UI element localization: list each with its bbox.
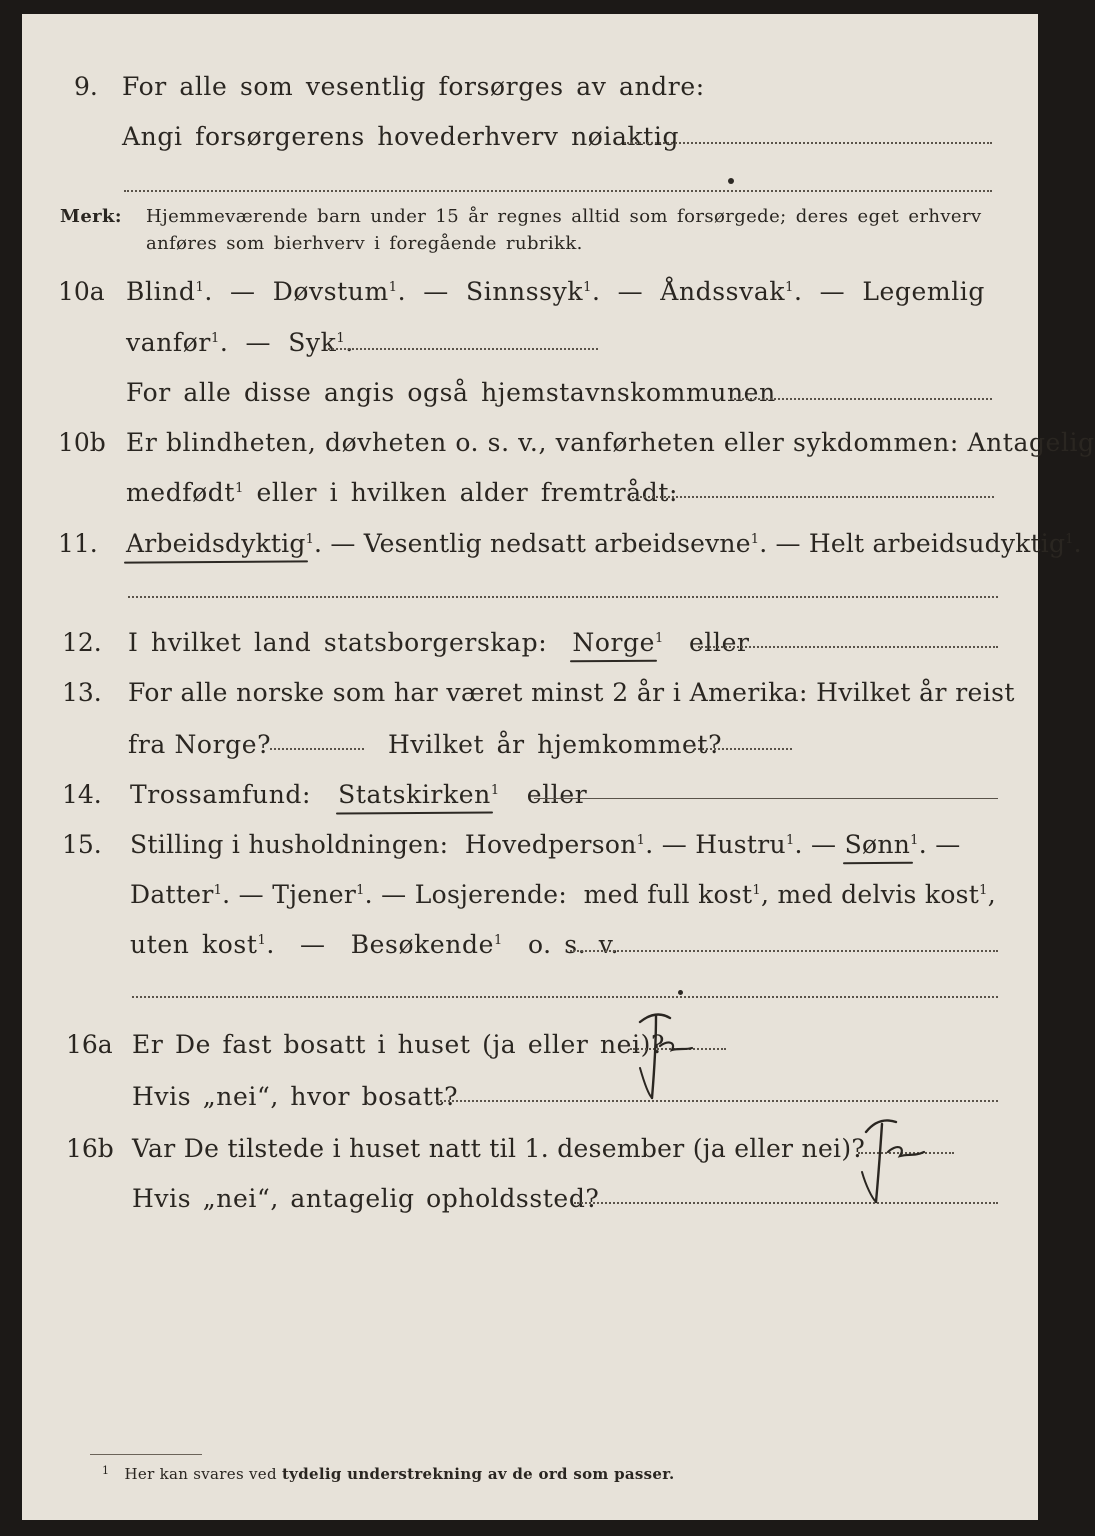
opt-full-kost[interactable]: med full kost bbox=[583, 880, 753, 909]
q16a-bosatt-line[interactable] bbox=[436, 1100, 998, 1102]
q14-line: Trossamfund: Statskirken$^1$ eller bbox=[130, 780, 588, 809]
opt-legemlig[interactable]: Legemlig bbox=[862, 277, 986, 306]
q10b-number: 10b bbox=[58, 428, 106, 457]
opt-medfodt[interactable]: medfødt bbox=[126, 478, 236, 507]
opt-tjener[interactable]: Tjener bbox=[272, 880, 357, 909]
opt-udyktig[interactable]: Helt arbeidsudyktig bbox=[808, 529, 1066, 558]
q9-number: 9. bbox=[74, 72, 98, 101]
q9-line1: For alle som vesentlig forsørges av andre: bbox=[122, 72, 705, 101]
q13-line2a: fra Norge? bbox=[128, 730, 272, 759]
q12-answer-line[interactable] bbox=[698, 646, 998, 648]
opt-syk[interactable]: Syk bbox=[288, 328, 337, 357]
merk-label: Merk: bbox=[60, 206, 122, 227]
q10a-number: 10a bbox=[58, 277, 105, 306]
opt-uten-kost[interactable]: uten kost bbox=[130, 930, 258, 959]
q15-answer-line[interactable] bbox=[570, 950, 998, 952]
q13-line2b: Hvilket år hjemkommet? bbox=[388, 730, 723, 759]
handwritten-ja-answer-16a bbox=[626, 1004, 716, 1104]
census-form-page bbox=[22, 14, 1095, 1520]
q16b-line2: Hvis „nei“, antagelig opholdssted? bbox=[132, 1184, 600, 1213]
footnote-rule bbox=[90, 1454, 202, 1455]
opt-delvis-kost[interactable]: med delvis kost bbox=[777, 880, 980, 909]
q13-hjemkommet-line[interactable] bbox=[694, 748, 792, 750]
q15-answer-line-2[interactable] bbox=[132, 996, 998, 998]
answer-norge-underlined[interactable]: Norge bbox=[572, 628, 656, 657]
q11-answer-line[interactable] bbox=[128, 596, 998, 598]
opt-sonn-underlined[interactable]: Sønn bbox=[844, 830, 911, 859]
q10b-answer-line[interactable] bbox=[632, 496, 994, 498]
answer-statskirken-underlined[interactable]: Statskirken bbox=[338, 780, 491, 809]
footnote: $^1$ Her kan svares ved tydelig understrekning av de ord som passer. bbox=[102, 1464, 675, 1483]
ink-speck bbox=[728, 178, 734, 184]
q11-number: 11. bbox=[58, 529, 98, 558]
q16a-line2: Hvis „nei“, hvor bosatt? bbox=[132, 1082, 459, 1111]
q10b-line2: medfødt$^1$ eller i hvilken alder fremtrådt: bbox=[126, 478, 678, 507]
q15-number: 15. bbox=[62, 830, 102, 859]
q9-answer-line-2[interactable] bbox=[124, 190, 992, 192]
opt-besokende[interactable]: Besøkende bbox=[350, 930, 494, 959]
q12-number: 12. bbox=[62, 628, 102, 657]
q15-line2: Datter$^1$. — Tjener$^1$. — Losjerende: med full kost$^1$, med delvis kost$^1$, bbox=[130, 880, 996, 909]
opt-sinnssyk[interactable]: Sinnssyk bbox=[466, 277, 584, 306]
opt-hovedperson[interactable]: Hovedperson bbox=[464, 830, 637, 859]
opt-blind[interactable]: Blind bbox=[126, 277, 196, 306]
q16a-line1: Er De fast bosatt i huset (ja eller nei)? bbox=[132, 1030, 665, 1059]
q13-reist-line[interactable] bbox=[270, 748, 364, 750]
q11-options: Arbeidsdyktig$^1$. — Vesentlig nedsatt arbeidsevne$^1$. — Helt arbeidsudyktig$^1$. bbox=[126, 529, 1082, 558]
q16a-number: 16a bbox=[66, 1030, 113, 1059]
q10a-kommune-line[interactable] bbox=[730, 398, 992, 400]
q16b-number: 16b bbox=[66, 1134, 114, 1163]
q9-line2: Angi forsørgerens hovederhverv nøiaktig bbox=[122, 122, 680, 151]
opt-hustru[interactable]: Hustru bbox=[695, 830, 786, 859]
opt-datter[interactable]: Datter bbox=[130, 880, 214, 909]
opt-nedsatt[interactable]: Vesentlig nedsatt arbeidsevne bbox=[363, 529, 751, 558]
opt-dovstum[interactable]: Døvstum bbox=[272, 277, 389, 306]
q15-line1: Stilling i husholdningen: Hovedperson$^1$. — Hustru$^1$. — Sønn$^1$. — bbox=[130, 830, 961, 859]
q12-line: I hvilket land statsborgerskap: Norge$^1$ eller bbox=[128, 628, 750, 657]
q15-line3: uten kost$^1$. — Besøkende$^1$ o. s. v. bbox=[130, 930, 620, 959]
merk-line2: anføres som bierhverv i foregående rubrikk. bbox=[146, 233, 583, 254]
q10b-line1: Er blindheten, døvheten o. s. v., vanførheten eller sykdommen: Antagelig bbox=[126, 428, 1095, 457]
q13-line1: For alle norske som har været minst 2 år i Amerika: Hvilket år reist bbox=[128, 678, 1015, 707]
handwritten-ja-answer-16b bbox=[852, 1110, 952, 1210]
opt-arbeidsdyktig-underlined[interactable]: Arbeidsdyktig bbox=[126, 529, 306, 558]
merk-line1: Hjemmeværende barn under 15 år regnes alltid som forsørgede; deres eget erhverv bbox=[146, 206, 982, 227]
q16b-line1: Var De tilstede i huset natt til 1. desember (ja eller nei)? bbox=[132, 1134, 866, 1163]
q10a-options-line2: vanfør$^1$. — Syk$^1$. bbox=[126, 328, 354, 357]
q9-answer-line[interactable] bbox=[624, 142, 992, 144]
opt-andssvak[interactable]: Åndssvak bbox=[660, 277, 786, 306]
q10a-answer-line[interactable] bbox=[328, 348, 598, 350]
q14-number: 14. bbox=[62, 780, 102, 809]
q10a-options-line1: Blind$^1$. — Døvstum$^1$. — Sinnssyk$^1$. — Åndssvak$^1$. — Legemlig bbox=[126, 277, 986, 306]
q13-number: 13. bbox=[62, 678, 102, 707]
ink-speck-2 bbox=[678, 990, 683, 995]
q10a-line3: For alle disse angis også hjemstavnskommunen bbox=[126, 378, 776, 407]
opt-vanfor[interactable]: vanfør bbox=[126, 328, 211, 357]
q14-answer-line[interactable] bbox=[534, 798, 998, 799]
